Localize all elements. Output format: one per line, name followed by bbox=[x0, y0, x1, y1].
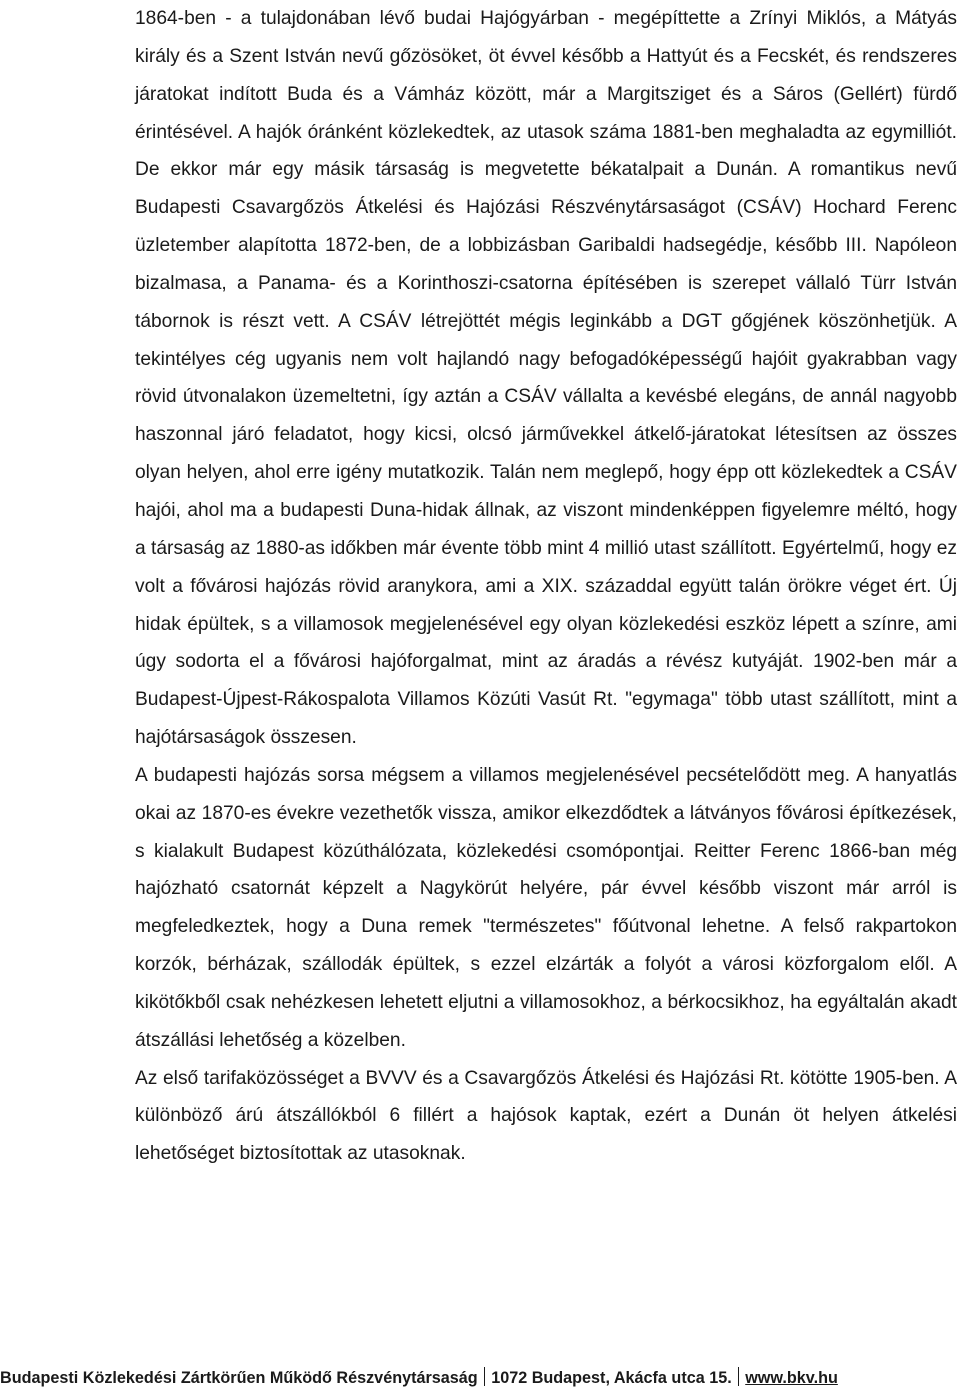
paragraph: Az első tarifaközösséget a BVVV és a Csavargőzös Átkelési és Hajózási Rt. kötötte 1905-ben. A különböző árú átszállókból 6 fillért a hajósok kaptak, ezért a Dunán öt helyen átkelési lehetőséget biztosítottak az utasoknak. bbox=[135, 1067, 957, 1165]
footer-address: 1072 Budapest, Akácfa utca 15. bbox=[491, 1369, 732, 1387]
footer-separator bbox=[484, 1367, 486, 1386]
footer-company: Budapesti Közlekedési Zártkörűen Működő Részvénytársaság bbox=[0, 1369, 478, 1387]
footer-website-link[interactable]: www.bkv.hu bbox=[745, 1369, 838, 1387]
footer-separator bbox=[738, 1367, 740, 1386]
page-footer bbox=[0, 1366, 960, 1394]
paragraph: 1864-ben - a tulajdonában lévő budai Hajógyárban - megépíttette a Zrínyi Miklós, a Mátyás király és a Szent István nevű gőzösöket, öt évvel később a Hattyút és a Fecskét, és rendszeres járatokat indított Buda és a Vámház között, már a Margitsziget és a Sáros (Gellért) fürdő érintésével. A hajók óránként közlekedtek, az utasok száma 1881-ben meghaladta az egymilliót. De ekkor már egy másik társaság is megvetette békatalpait a Dunán. A romantikus nevű Budapesti Csavargőzös Átkelési és Hajózási Részvénytársaságot (CSÁV) Hochard Ferenc üzletember alapította 1872-ben, de a lobbizásban Garibaldi hadsegédje, később III. Napóleon bizalmasa, a Panama- és a Korinthoszi-csatorna építésében is szerepet vállaló Türr István tábornok is részt vett. A CSÁV létrejöttét mégis leginkább a DGT gőgjének köszönhetjük. A tekintélyes cég ugyanis nem volt hajlandó nagy befogadóképességű hajóit gyakrabban vagy rövid útvonalakon üzemeltetni, így aztán a CSÁV vállalta a kevésbé elegáns, de annál nagyobb haszonnal járó feladatot, hogy kicsi, olcsó járművekkel átkelő-járatokat létesítsen az összes olyan helyen, ahol erre igény mutatkozik. Talán nem meglepő, hogy épp ott közlekedtek a CSÁV hajói, ahol ma a budapesti Duna-hidak állnak, az viszont mindenképpen figyelemre méltó, hogy a társaság az 1880-as időkben már évente több mint 4 millió utast szállított. Egyértelmű, hogy ez volt a fővárosi hajózás rövid aranykora, ami a XIX. századdal együtt talán örökre véget ért. Új hidak épültek, s a villamosok megjelenésével egy olyan közlekedési eszköz lépett a színre, ami úgy sodorta el a fővárosi hajóforgalmat, mint az áradás a révész kutyáját. 1902-ben már a Budapest-Újpest-Rákospalota Villamos Közúti Vasút Rt. "egymaga" több utast szállított, mint a hajótársaságok összesen. bbox=[135, 8, 957, 749]
document-body bbox=[135, 0, 957, 1173]
paragraph: A budapesti hajózás sorsa mégsem a villamos megjelenésével pecsételődött meg. A hanyatlás okai az 1870-es évekre vezethetők vissza, amikor elkezdődtek a látványos fővárosi építkezések, s kialakult Budapest közúthálózata, közlekedési csomópontjai. Reitter Ferenc 1866-ban még hajózható csatornát képzelt a Nagykörút helyére, pár évvel később viszont már arról is megfeledkeztek, hogy a Duna remek "természetes" főútvonal lehetne. A felső rakpartokon korzók, bérházak, szállodák épültek, s ezzel elzárták a folyót a városi közforgalom elől. A kikötőkből csak nehézkesen lehetett eljutni a villamosokhoz, a bérkocsikhoz, ha egyáltalán akadt átszállási lehetőség a közelben. bbox=[135, 764, 957, 1051]
